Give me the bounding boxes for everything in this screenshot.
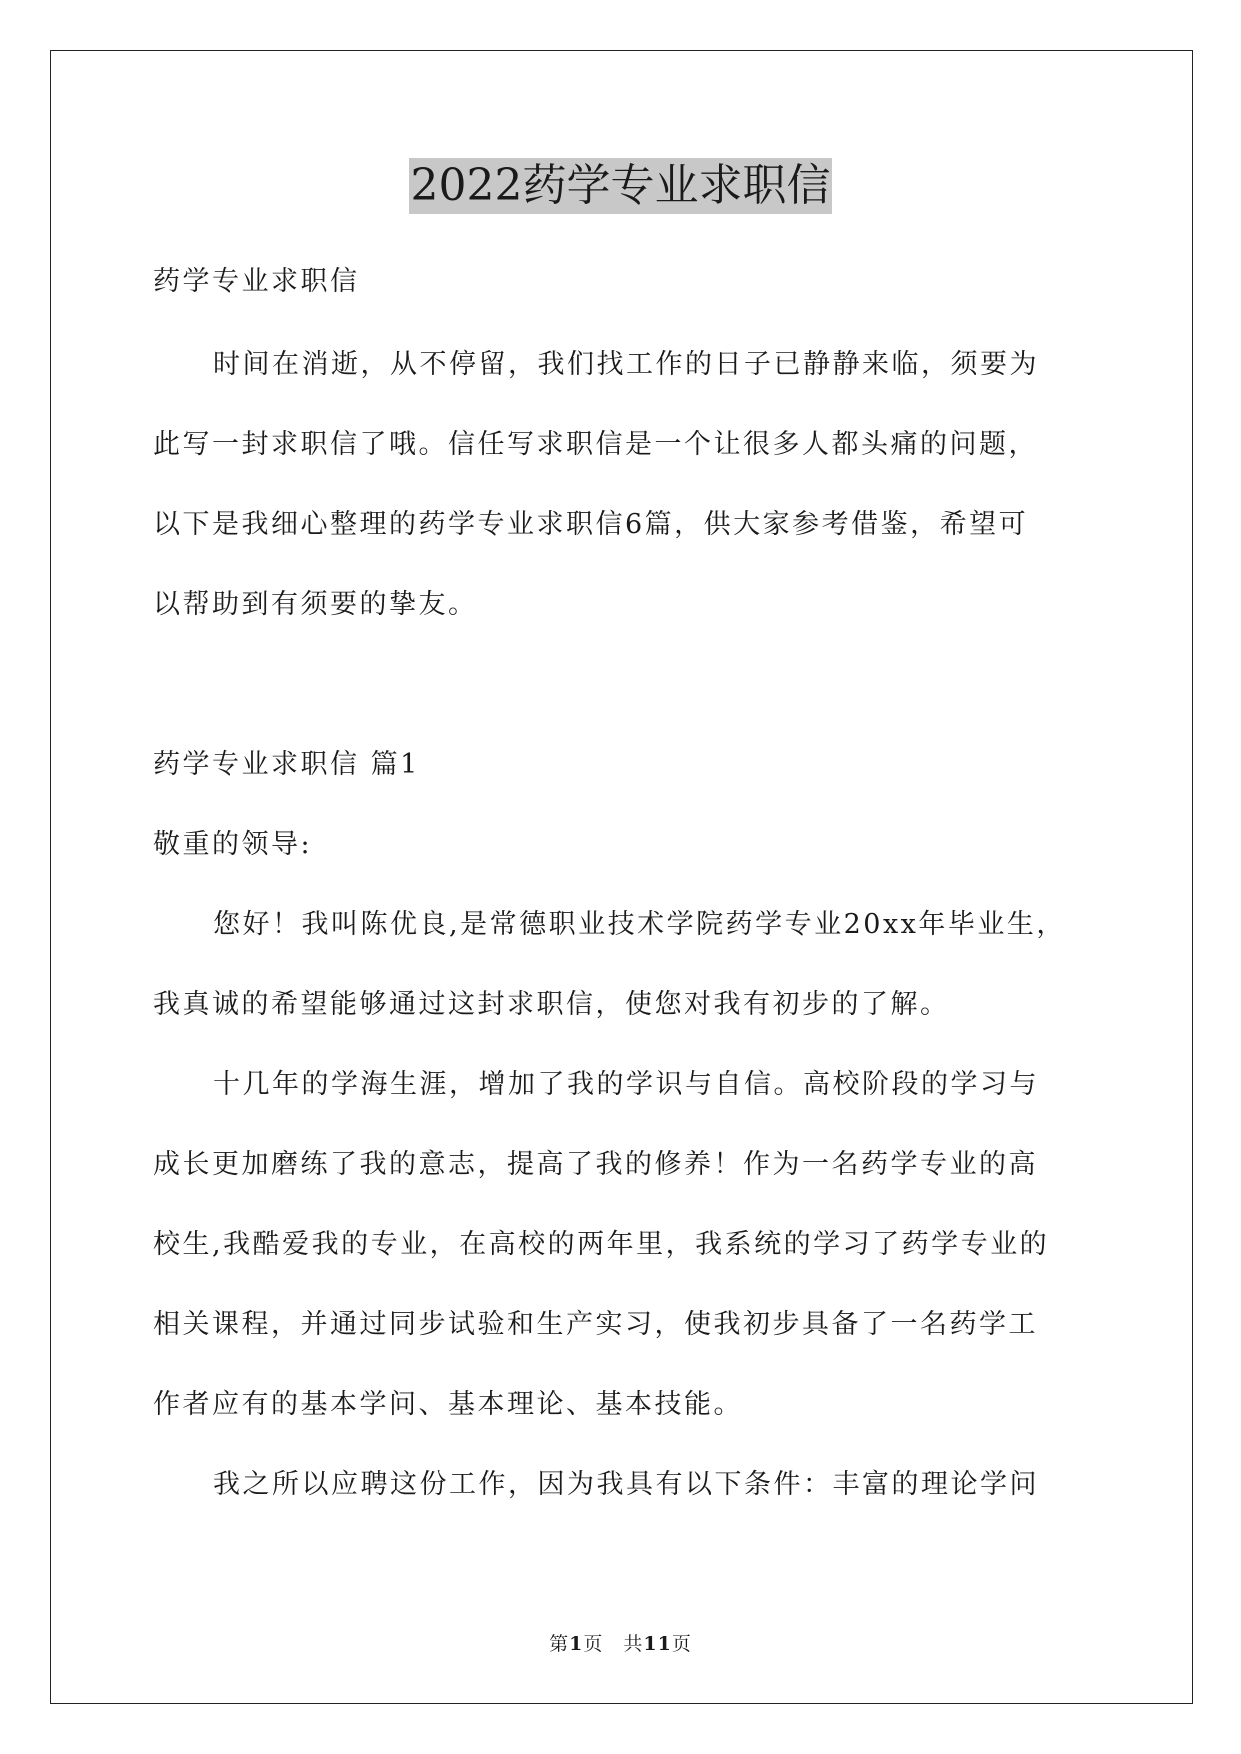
intro-heading: 药学专业求职信 (153, 266, 360, 297)
page-current: 1 (569, 1633, 584, 1655)
page-footer (0, 1632, 1241, 1656)
paragraph-line: 十几年的学海生涯，增加了我的学识与自信。高校阶段的学习与 (213, 1069, 1039, 1100)
page-total: 11 (643, 1633, 672, 1655)
paragraph-line: 此写一封求职信了哦。信任写求职信是一个让很多人都头痛的问题， (153, 429, 1038, 460)
paragraph-line: 相关课程，并通过同步试验和生产实习，使我初步具备了一名药学工 (153, 1309, 1038, 1340)
title-container (0, 158, 1241, 214)
paragraph-line: 您好！我叫陈优良,是常德职业技术学院药学专业20xx年毕业生， (213, 909, 1066, 940)
paragraph-line: 成长更加磨练了我的意志，提高了我的修养！作为一名药学专业的高 (153, 1149, 1038, 1180)
paragraph-line: 以下是我细心整理的药学专业求职信6篇，供大家参考借鉴，希望可 (153, 509, 1029, 540)
total-suffix: 页 (671, 1633, 692, 1655)
paragraph-line: 我之所以应聘这份工作，因为我具有以下条件：丰富的理论学问 (213, 1469, 1039, 1500)
paragraph-line: 校生,我酷爱我的专业，在高校的两年里，我系统的学习了药学专业的 (153, 1229, 1050, 1260)
paragraph-line: 以帮助到有须要的挚友。 (153, 589, 478, 620)
paragraph-line: 我真诚的希望能够通过这封求职信，使您对我有初步的了解。 (153, 989, 950, 1020)
paragraph-line: 作者应有的基本学问、基本理论、基本技能。 (153, 1389, 743, 1420)
total-prefix: 共 (623, 1633, 644, 1655)
salutation: 敬重的领导: (153, 829, 313, 860)
document-title: 2022药学专业求职信 (409, 158, 833, 214)
page-mid: 页 (583, 1633, 604, 1655)
page-prefix: 第 (549, 1633, 570, 1655)
paragraph-line: 时间在消逝，从不停留，我们找工作的日子已静静来临，须要为 (213, 349, 1039, 380)
section-heading: 药学专业求职信 篇1 (153, 749, 420, 780)
